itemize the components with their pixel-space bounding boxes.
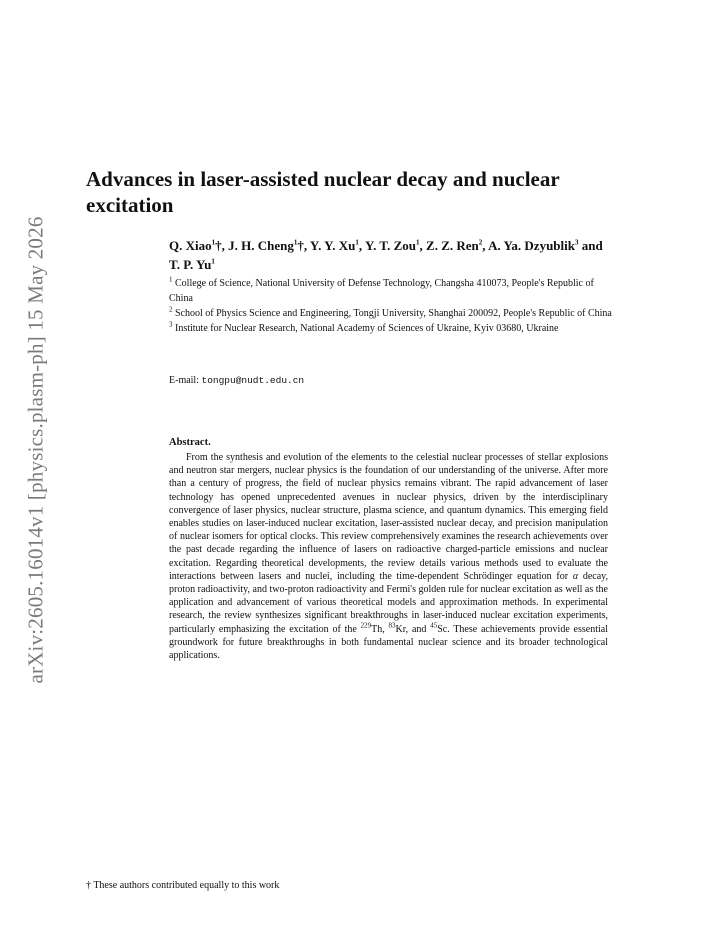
footnote <box>86 880 586 891</box>
abstract-heading: Abstract. <box>169 437 211 448</box>
abstract-body: From the synthesis and evolution of the elements to the celestial nuclear processes of stellar explosions and neutron star mergers, nuclear physics is the foundation of our understanding of the universe. After more than a century of progress, the field of nuclear physics remains vibrant. The rapid advancement of laser technology has opened unprecedented avenues in nuclear physics, driven by the interdisciplinary convergence of laser physics, nuclear structure, plasma science, and quantum dynamics. This emerging field enables studies on laser-induced nuclear excitation, laser-assisted nuclear decay, and precision manipulation of nuclear isomers for optical clocks. This review comprehensively examines the research achievements over the past decade regarding the influence of lasers on radioactive charged-particle emissions and nuclear excitation. Regarding theoretical developments, the review details various methods used to evaluate the interactions between lasers and nuclei, including the time-dependent Schrödinger equation for α decay, proton radioactivity, and two-proton radioactivity and Fermi's golden rule for nuclear excitation as well as the application and advancement of various theoretical models and approximation methods. In experimental research, the review synthesizes significant breakthroughs in laser-induced nuclear excitation experiments, particularly emphasizing the excitation of the $^{229}$Th, $^{83}$Kr, and $^{45}$Sc. These achievements provide essential groundwork for future breakthroughs in both fundamental nuclear science and its broader technological applications. <box>169 452 609 662</box>
arxiv-identifier-text: arXiv:2605.16014v1 [physics.plasm-ph] 15 May 2026 <box>23 216 48 684</box>
footnote-text: These authors contributed equally to this work <box>91 880 280 891</box>
affiliation: $^1$ College of Science, National University of Defense Technology, Changsha 410073, People's Republic of China <box>169 275 594 304</box>
affiliation: $^2$ School of Physics Science and Engineering, Tongji University, Shanghai 200092, People's Republic of China <box>169 305 612 319</box>
contact-email <box>169 375 614 386</box>
author: Z. Z. Ren$^2$ <box>426 238 483 253</box>
arxiv-identifier-sidebar <box>16 200 56 700</box>
paper-title: Advances in laser-assisted nuclear decay and nuclear excitation <box>86 167 560 217</box>
email-label: E-mail: <box>169 375 199 386</box>
affiliation: $^3$ Institute for Nuclear Research, National Academy of Sciences of Ukraine, Kyiv 03680, Ukraine <box>169 320 559 334</box>
author-list: Q. Xiao$^1$†, J. H. Cheng$^1$†, Y. Y. Xu$^1$, Y. T. Zou$^1$, Z. Z. Ren$^2$, A. Ya. Dzyublik$^3$ and T. P. Yu$^1$ <box>169 238 603 272</box>
email-address[interactable]: tongpu@nudt.edu.cn <box>201 375 305 386</box>
affiliation-list <box>169 277 614 337</box>
alpha-symbol: α <box>572 570 579 582</box>
author: Q. Xiao$^1$† <box>169 238 222 253</box>
author: A. Ya. Dzyublik$^3$ <box>488 238 579 253</box>
dagger-mark: † <box>86 880 91 891</box>
author: Y. Y. Xu$^1$ <box>309 238 359 253</box>
author: Y. T. Zou$^1$ <box>364 238 420 253</box>
author: T. P. Yu$^1$ <box>169 257 215 272</box>
author: J. H. Cheng$^1$† <box>228 238 304 253</box>
